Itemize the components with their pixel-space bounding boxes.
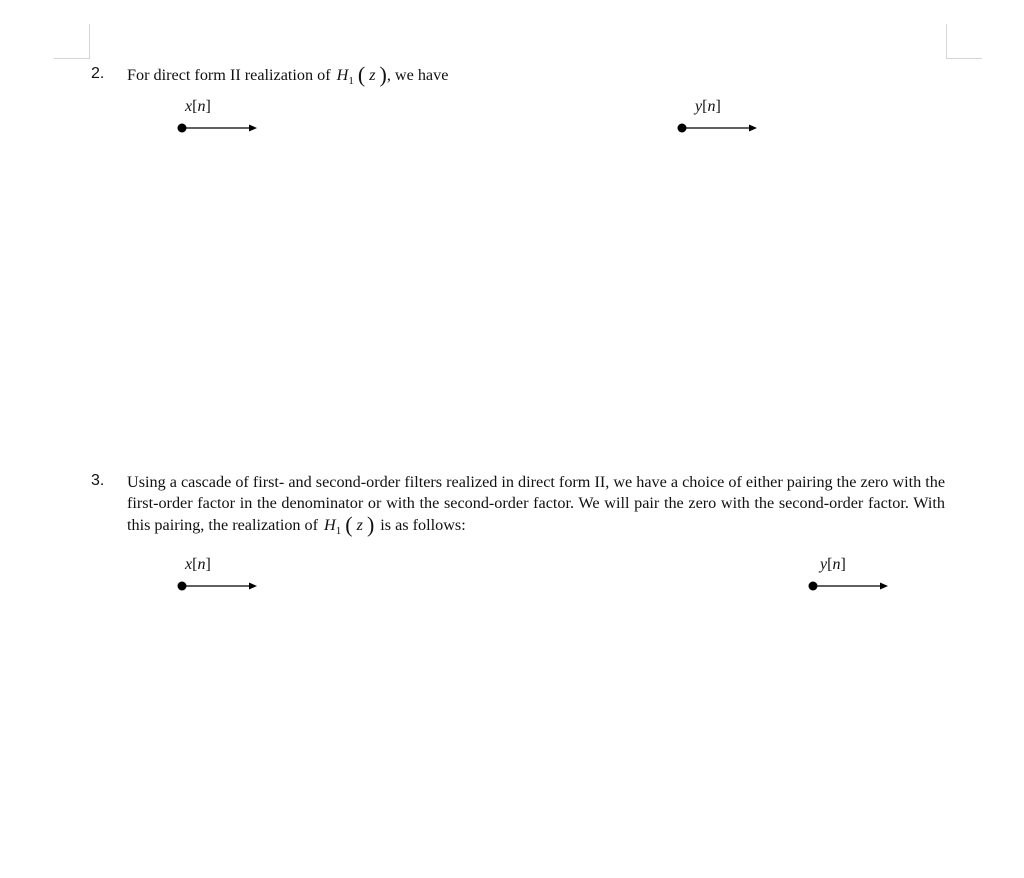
problem-3-input-label: x[n] — [185, 556, 211, 573]
problem-2-number: 2. — [91, 65, 105, 82]
function-name: H — [336, 66, 349, 84]
problem-2-output-arrow — [677, 122, 759, 134]
problem-2-transfer-function: $H_1$ ( z ) — [336, 62, 387, 88]
problem-3-statement — [127, 472, 945, 542]
function-argument: z — [356, 516, 363, 534]
crop-mark-top-left-horizontal — [54, 58, 90, 59]
output-arrowhead — [880, 583, 888, 590]
input-arrowhead — [249, 583, 257, 590]
problem-2-text-before: For direct form II realization of — [127, 66, 331, 84]
problem-3-transfer-function: $H_1$ ( z ) — [324, 512, 375, 538]
problem-3-input-arrow — [177, 580, 259, 592]
problem-2-output-label: y[n] — [695, 98, 721, 115]
crop-mark-top-right-horizontal — [946, 58, 982, 59]
problem-2-input-label: x[n] — [185, 98, 211, 115]
problem-2-text-after: , we have — [386, 66, 449, 84]
output-arrowhead — [749, 125, 757, 132]
crop-mark-top-right-vertical — [946, 24, 947, 59]
function-subscript: 1 — [348, 75, 354, 88]
function-name: H — [324, 516, 336, 534]
problem-3-output-label: y[n] — [820, 556, 846, 573]
input-arrowhead — [249, 125, 257, 132]
problem-3-output-arrow — [808, 580, 890, 592]
function-subscript: 1 — [335, 525, 342, 538]
problem-3-text-after: is as follows: — [380, 516, 466, 534]
crop-mark-top-left-vertical — [89, 24, 90, 59]
function-argument: z — [369, 66, 376, 84]
problem-3-number: 3. — [91, 472, 105, 489]
problem-3-text-before: Using a cascade of first- and second-order filters realized in direct form II, we have a choice of either pairing the zero with the first-order factor in the denominator or with the second-order factor. We will pair the zero with the second-order factor. With this pairing, the realization of — [127, 473, 946, 534]
problem-2-statement — [127, 64, 448, 92]
problem-2-input-arrow — [177, 122, 259, 134]
